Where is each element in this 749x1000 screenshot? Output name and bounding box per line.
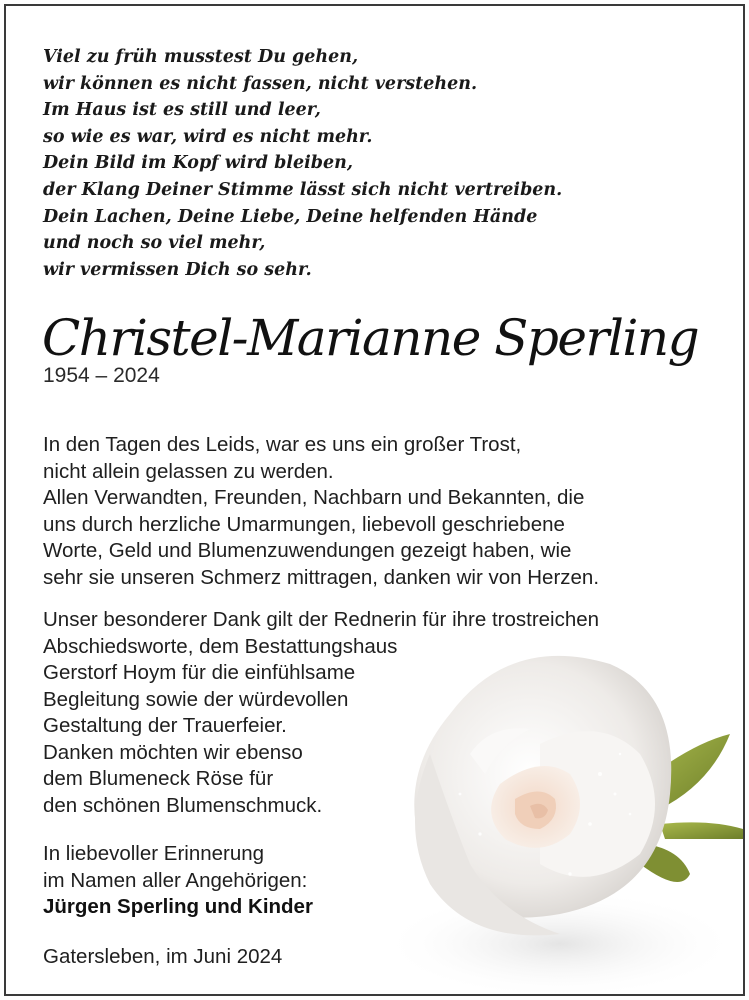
text-line: Gestaltung der Trauerfeier. [43, 714, 287, 737]
place-and-date: Gatersleben, im Juni 2024 [43, 945, 283, 968]
text-line: den schönen Blumenschmuck. [43, 793, 323, 817]
text-line: uns durch herzliche Umarmungen, liebevoll geschriebene [43, 512, 565, 536]
poem-line: Viel zu früh musstest Du gehen, [43, 47, 359, 67]
text-line: dem Blumeneck Röse für [43, 767, 274, 790]
text-line: Abschiedsworte, dem Bestattungshaus [43, 634, 398, 658]
poem-line: wir vermissen Dich so sehr. [43, 259, 312, 280]
text-line: Danken möchten wir ebenso [43, 740, 303, 764]
obituary-card [4, 4, 745, 996]
text-line: sehr sie unseren Schmerz mittragen, danken wir von Herzen. [43, 565, 600, 589]
text-line: nicht allein gelassen zu werden. [43, 459, 334, 483]
signature-line: In liebevoller Erinnerung [43, 842, 265, 865]
poem-line: der Klang Deiner Stimme lässt sich nicht vertreiben. [43, 179, 563, 200]
text-line: Worte, Geld und Blumenzuwendungen gezeigt haben, wie [43, 539, 572, 562]
text-line: Gerstorf Hoym für die einfühlsame [43, 661, 356, 684]
signature-block [43, 841, 313, 921]
poem-line: Dein Bild im Kopf wird bleiben, [43, 153, 353, 174]
poem-line: und noch so viel mehr, [43, 233, 266, 254]
memorial-poem [43, 44, 723, 283]
poem-line: Im Haus ist es still und leer, [43, 100, 321, 121]
signature-line: im Namen aller Angehörigen: [43, 868, 308, 892]
poem-line: so wie es war, wird es nicht mehr. [43, 126, 373, 147]
text-line: Allen Verwandten, Freunden, Nachbarn und Bekannten, die [43, 486, 585, 509]
thanks-paragraph [43, 432, 599, 591]
text-line: Unser besonderer Dank gilt der Rednerin für ihre trostreichen [43, 608, 600, 631]
deceased-name: Christel-Marianne Sperling [42, 309, 699, 367]
text-line: In den Tagen des Leids, war es uns ein großer Trost, [43, 433, 522, 456]
life-dates: 1954 – 2024 [43, 364, 160, 387]
poem-line: wir können es nicht fassen, nicht verstehen. [43, 73, 478, 94]
family-name: Jürgen Sperling und Kinder [43, 895, 313, 918]
text-line: Begleitung sowie der würdevollen [43, 687, 349, 711]
poem-line: Dein Lachen, Deine Liebe, Deine helfenden Hände [43, 206, 538, 227]
special-thanks-paragraph [43, 607, 599, 819]
